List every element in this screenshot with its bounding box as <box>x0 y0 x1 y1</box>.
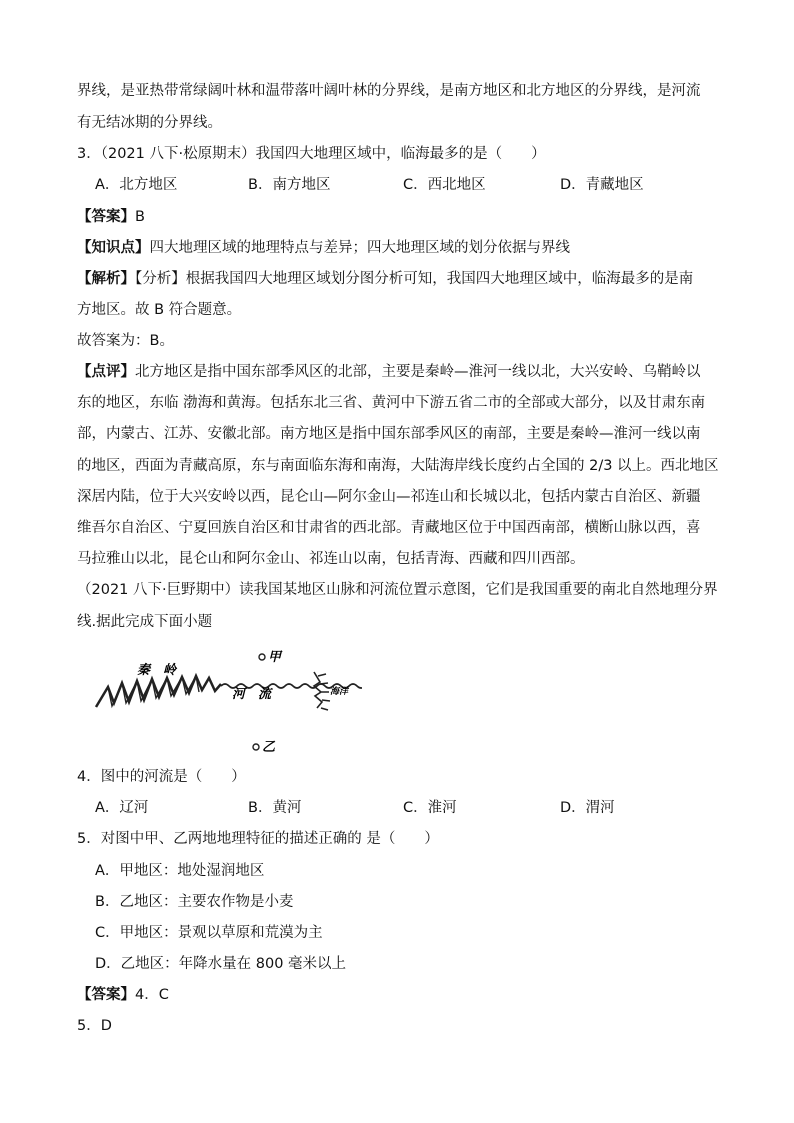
analysis-2: 方地区。故 B 符合题意。 <box>77 302 242 318</box>
sea-label: 海洋 <box>330 687 349 697</box>
q5-option-b: B．乙地区：主要农作物是小麦 <box>95 894 294 910</box>
q4-option-c: C．淮河 <box>403 800 457 816</box>
comment-text: 北方地区是指中国东部季风区的北部，主要是秦岭—淮河一线以北，大兴安岭、乌鞘岭以 <box>135 364 701 380</box>
intro-2: 线.据此完成下面小题 <box>77 614 213 630</box>
location-jia-label: 甲 <box>268 650 282 665</box>
comment-7: 马拉雅山以北，昆仑山和阿尔金山、祁连山以南，包括青海、西藏和四川西部。 <box>77 551 585 567</box>
q3-option-c: C．西北地区 <box>403 177 486 193</box>
question-4: 4．图中的河流是（ ） <box>77 769 246 785</box>
final-answer: 故答案为：B。 <box>77 333 174 349</box>
answer-4-5 <box>77 985 169 1005</box>
comment-1 <box>77 362 701 382</box>
q3-option-d: D．青藏地区 <box>560 177 644 193</box>
mountain-river-diagram <box>92 640 362 755</box>
answer-value: B <box>135 209 145 225</box>
comment-5: 深居内陆，位于大兴安岭以西，昆仑山—阿尔金山—祁连山和长城以北，包括内蒙古自治区、新疆 <box>77 489 701 505</box>
q4-option-b: B．黄河 <box>248 800 302 816</box>
question-5: 5．对图中甲、乙两地地理特征的描述正确的 是（ ） <box>77 831 439 847</box>
analysis-1 <box>77 269 693 289</box>
q5-option-d: D．乙地区：年降水量在 800 毫米以上 <box>95 956 347 972</box>
q5-option-a: A．甲地区：地处湿润地区 <box>95 863 265 879</box>
answer-5: 5．D <box>77 1018 112 1034</box>
answer-label-2: 【答案】 <box>77 987 135 1003</box>
comment-4: 的地区，西面为青藏高原，东与南面临东海和南海，大陆海岸线长度约占全国的 2/3 以上。西北地区 <box>77 458 719 474</box>
knowledge-point <box>77 238 570 258</box>
question-3: 3．（2021 八下·松原期末）我国四大地理区域中，临海最多的是（ ） <box>77 146 546 162</box>
line-1: 界线，是亚热带常绿阔叶林和温带落叶阔叶林的分界线，是南方地区和北方地区的分界线，是河流 <box>77 83 701 99</box>
knowledge-text: 四大地理区域的地理特点与差异；四大地理区域的划分依据与界线 <box>149 240 570 256</box>
comment-6: 维吾尔自治区、宁夏回族自治区和甘肃省的西北部。青藏地区位于中国西南部，横断山脉以西，喜 <box>77 520 701 536</box>
q3-option-b: B．南方地区 <box>248 177 331 193</box>
line-2: 有无结冰期的分界线。 <box>77 115 222 131</box>
answer-3 <box>77 207 145 227</box>
q4-option-d: D．渭河 <box>560 800 615 816</box>
river-label: 河 流 <box>232 687 272 702</box>
location-yi-marker <box>253 744 259 750</box>
q4-option-a: A．辽河 <box>95 800 149 816</box>
comment-2: 东的地区，东临 渤海和黄海。包括东北三省、黄河中下游五省二市的全部或大部分，以及甘肃东南 <box>77 395 706 411</box>
answer-4-value: 4．C <box>135 987 169 1003</box>
mountain-label: 秦 岭 <box>137 663 177 678</box>
location-jia-marker <box>259 654 265 660</box>
comment-label: 【点评】 <box>77 364 135 380</box>
analysis-label: 【解析】 <box>77 271 135 287</box>
mountain-range <box>96 676 221 707</box>
q3-option-a: A．北方地区 <box>95 177 178 193</box>
location-yi-label: 乙 <box>262 740 276 755</box>
answer-label: 【答案】 <box>77 209 135 225</box>
q5-option-c: C．甲地区：景观以草原和荒漠为主 <box>95 925 323 941</box>
intro-1: （2021 八下·巨野期中）读我国某地区山脉和河流位置示意图，它们是我国重要的南北自然地理分界 <box>77 582 718 598</box>
analysis-text: 【分析】根据我国四大地理区域划分图分析可知，我国四大地理区域中，临海最多的是南 <box>135 271 694 287</box>
comment-3: 部，内蒙古、江苏、安徽北部。南方地区是指中国东部季风区的南部，主要是秦岭—淮河一线以南 <box>77 426 701 442</box>
knowledge-label: 【知识点】 <box>77 240 150 256</box>
coastline <box>314 672 330 710</box>
